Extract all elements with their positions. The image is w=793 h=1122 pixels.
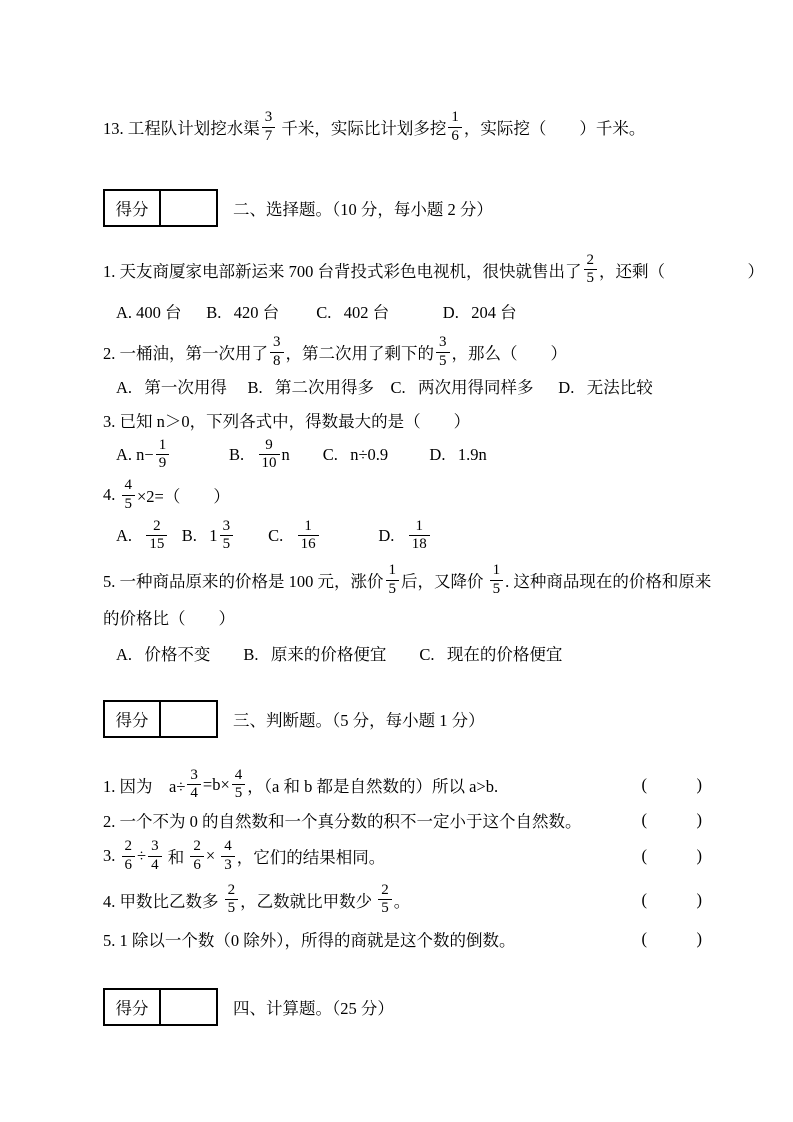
fraction: $\frac{3}{4}$ [148, 839, 162, 874]
fraction: $\frac{1}{5}$ [386, 563, 400, 598]
text-run: ，还剩（ ） [599, 261, 764, 281]
text-run: 千米，实际比计划多挖 [277, 119, 447, 139]
text-run: 5. 一种商品原来的价格是 100 元，涨价 [103, 572, 384, 592]
fraction: $\frac{4}{5}$ [122, 478, 136, 513]
choice-q1-options [103, 299, 738, 323]
calc-section-title: 四、计算题。（25 分） [233, 999, 394, 1018]
judge-item-1-answer-blank: ( ) [641, 774, 702, 794]
text-run: A. 价格不变 B. 原来的价格便宜 C. 现在的价格便宜 [116, 644, 563, 664]
text-run: 13. 工程队计划挖水渠 [103, 119, 260, 139]
choice-q2-text [103, 335, 738, 370]
judge-item-2-answer-blank: ( ) [641, 810, 702, 829]
score-value-cell [161, 702, 216, 736]
choice-q4-text [103, 478, 738, 513]
text-run: n C. n÷0.9 D. 1.9n [281, 444, 487, 464]
judge-item-5-text [103, 927, 642, 951]
text-run: 2. 一桶油，第一次用了 [103, 344, 268, 364]
text-run: ，实际挖（ ）千米。 [463, 119, 646, 139]
text-run: A. n− [116, 444, 154, 464]
judge-item-3-text [103, 839, 642, 874]
fraction: $\frac{2}{5}$ [378, 883, 392, 918]
fraction: $\frac{3}{4}$ [187, 768, 201, 803]
text-run: 的价格比（ ） [103, 608, 235, 628]
text-run: ，（a 和 b 都是自然数的）所以 a>b. [247, 776, 499, 796]
score-box [103, 988, 218, 1026]
text-run: 3. 已知 n＞0，下列各式中，得数最大的是（ ） [103, 411, 471, 431]
text-run: 1. 天友商厦家电部新运来 700 台背投式彩色电视机，很快就售出了 [103, 261, 582, 281]
fraction: $\frac{1}{18}$ [409, 519, 430, 554]
judge-item-4-answer-blank: ( ) [641, 889, 702, 909]
fraction: $\frac{2}{6}$ [122, 839, 136, 874]
text-run: D. [320, 525, 407, 545]
score-value-cell [161, 990, 216, 1024]
fraction: $\frac{2}{5}$ [225, 883, 239, 918]
calc-section-header [103, 988, 738, 1026]
score-label-cell: 得分 [105, 702, 161, 736]
text-run: =b× [202, 774, 230, 794]
text-run: 和 [163, 848, 189, 868]
text-run: ，第二次用了剩下的 [285, 344, 434, 364]
fraction: $\frac{2}{6}$ [190, 839, 204, 874]
score-label-cell: 得分 [105, 990, 161, 1024]
fraction: $\frac{4}{5}$ [232, 768, 246, 803]
score-box [103, 189, 218, 227]
judge-item-5-answer-blank: ( ) [641, 929, 702, 948]
question-13 [103, 110, 738, 145]
judge-item-4 [103, 883, 738, 918]
text-run: 后，又降价 [401, 572, 488, 592]
choice-q5-text-line1 [103, 563, 738, 598]
text-run: C. [235, 525, 296, 545]
choice-section-title: 二、选择题。（10 分，每小题 2 分） [233, 199, 493, 219]
text-run: A. 400 台 B. 420 台 C. 402 台 D. 204 台 [116, 303, 517, 322]
judge-item-3 [103, 839, 738, 874]
judge-item-2-text [103, 808, 642, 832]
choice-q4-options [103, 519, 738, 554]
score-label-cell: 得分 [105, 191, 161, 225]
fraction: $\frac{3}{5}$ [436, 335, 450, 370]
choice-q1-text [103, 251, 764, 288]
judge-item-1 [103, 768, 738, 803]
text-run: × [205, 846, 220, 866]
fraction: $\frac{9}{10}$ [259, 438, 280, 473]
judge-section-title: 三、判断题。（5 分，每小题 1 分） [233, 710, 485, 730]
fraction: $\frac{2}{15}$ [146, 519, 167, 554]
text-run: 5. 1 除以一个数（0 除外），所得的商就是这个数的倒数。 [103, 931, 516, 950]
judge-section-header [103, 700, 738, 738]
judge-item-1-text [103, 768, 642, 803]
text-run: ，乙数就比甲数少 [240, 891, 377, 911]
fraction: $\frac{1}{16}$ [298, 519, 319, 554]
choice-q5-options [103, 641, 738, 665]
choice-section-header [103, 189, 738, 227]
score-value-cell [161, 191, 216, 225]
fraction: $\frac{4}{3}$ [221, 839, 235, 874]
text-run: . 这种商品现在的价格和原来 [505, 572, 712, 592]
judge-item-3-answer-blank: ( ) [641, 846, 702, 866]
fraction: $\frac{1}{5}$ [490, 563, 504, 598]
text-run: ，它们的结果相同。 [236, 848, 386, 868]
text-run: ×2=（ ） [137, 487, 230, 507]
fraction: $\frac{2}{5}$ [584, 253, 598, 288]
choice-q5-text-line2 [103, 605, 738, 629]
text-run: 4. [103, 485, 120, 505]
text-run: 3. [103, 846, 120, 866]
text-run: B. [171, 444, 257, 464]
choice-q2-options [103, 374, 738, 398]
judge-item-2 [103, 808, 738, 832]
score-box [103, 700, 218, 738]
fraction: $\frac{3}{5}$ [220, 519, 234, 554]
choice-q3-options [103, 438, 738, 473]
text-run: 4. 甲数比乙数多 [103, 891, 223, 911]
text-run: B. 1 [169, 525, 218, 545]
text-run: ，那么（ ） [451, 344, 567, 364]
text-run: ÷ [137, 846, 147, 866]
text-run: A. [116, 525, 145, 545]
text-run: 2. 一个不为 0 的自然数和一个真分数的积不一定小于这个自然数。 [103, 812, 582, 831]
choice-q3-text [103, 408, 738, 432]
text-run: 1. 因为 a÷ [103, 776, 186, 796]
judge-item-4-text [103, 883, 642, 918]
fraction: $\frac{1}{9}$ [156, 438, 170, 473]
judge-item-5 [103, 927, 738, 951]
fraction: $\frac{3}{8}$ [270, 335, 284, 370]
fraction: $\frac{3}{7}$ [262, 110, 276, 145]
text-run: A. 第一次用得 B. 第二次用得多 C. 两次用得同样多 D. 无法比较 [116, 377, 653, 397]
fraction: $\frac{1}{6}$ [448, 110, 462, 145]
text-run: 。 [393, 891, 411, 911]
